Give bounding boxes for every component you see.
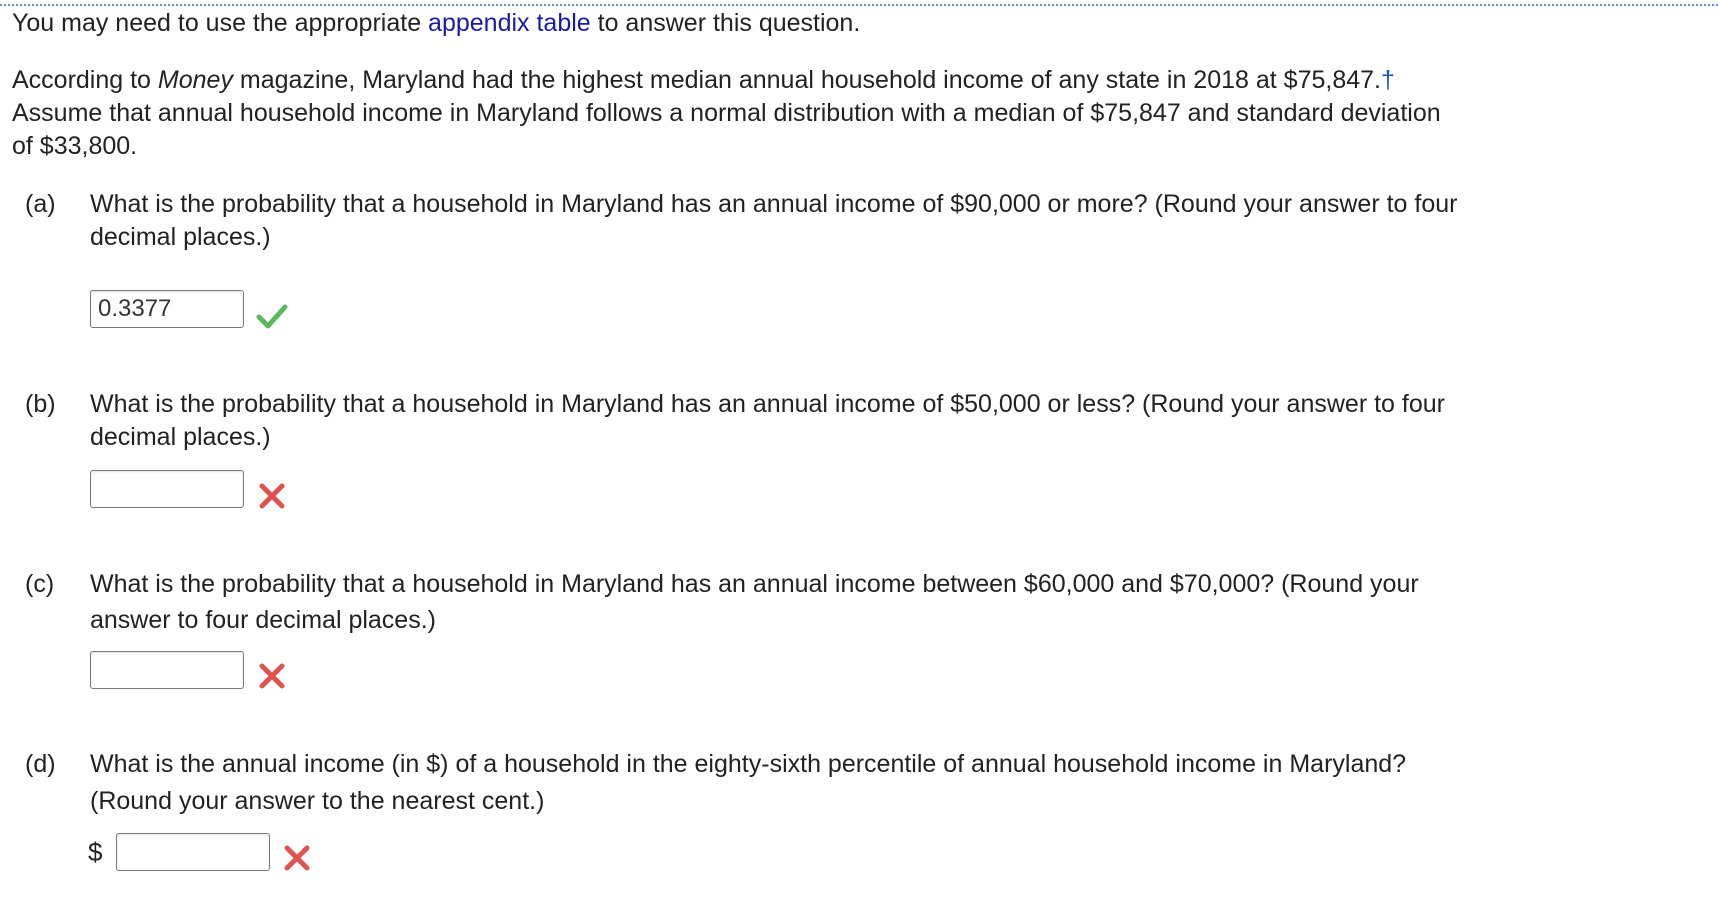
part-d-question-line-1: What is the annual income (in $) of a household in the eighty-sixth percentile of annual household income in Maryland? — [90, 750, 1407, 778]
part-a-question-line-2: decimal places.) — [90, 223, 271, 251]
x-mark-icon — [256, 660, 288, 692]
intro-text-after: to answer this question. — [590, 9, 861, 37]
part-d-question-line-2: (Round your answer to the nearest cent.) — [90, 787, 545, 815]
part-c-question-line-1: What is the probability that a household in Maryland has an annual income between $60,000 and $70,000? (Round your — [90, 570, 1419, 598]
part-b-label: (b) — [25, 390, 56, 418]
problem-line-1 — [12, 62, 1395, 98]
x-mark-icon — [281, 842, 313, 874]
part-d-label: (d) — [25, 750, 56, 778]
part-b-question-line-2: decimal places.) — [90, 423, 271, 451]
problem-line-1-prefix: According to — [12, 66, 158, 94]
part-d-answer-input[interactable] — [116, 833, 270, 871]
part-c-label: (c) — [25, 570, 55, 598]
checkmark-icon — [256, 300, 288, 332]
footnote-dagger-link[interactable]: † — [1380, 66, 1395, 94]
part-c-question-line-2: answer to four decimal places.) — [90, 606, 436, 634]
part-b-answer-input[interactable] — [90, 470, 244, 508]
problem-line-1-suffix: magazine, Maryland had the highest median annual household income of any state in 2018 at $75,847. — [232, 66, 1381, 94]
intro-text-before: You may need to use the appropriate — [12, 9, 429, 37]
intro-line — [12, 5, 860, 41]
part-a-answer-input[interactable] — [90, 290, 244, 328]
part-c-answer-input[interactable] — [90, 651, 244, 689]
part-a-question-line-1: What is the probability that a household in Maryland has an annual income of $90,000 or more? (Round your answer to four — [90, 190, 1458, 218]
part-a-label: (a) — [25, 190, 56, 218]
problem-line-3: of $33,800. — [12, 132, 138, 160]
magazine-name: Money — [157, 66, 233, 94]
dollar-prefix: $ — [88, 837, 103, 867]
appendix-table-link[interactable]: appendix table — [428, 9, 591, 37]
x-mark-icon — [256, 480, 288, 512]
part-b-question-line-1: What is the probability that a household in Maryland has an annual income of $50,000 or less? (Round your answer to four — [90, 390, 1445, 418]
problem-line-2: Assume that annual household income in Maryland follows a normal distribution with a median of $75,847 and standard deviation — [12, 99, 1441, 127]
